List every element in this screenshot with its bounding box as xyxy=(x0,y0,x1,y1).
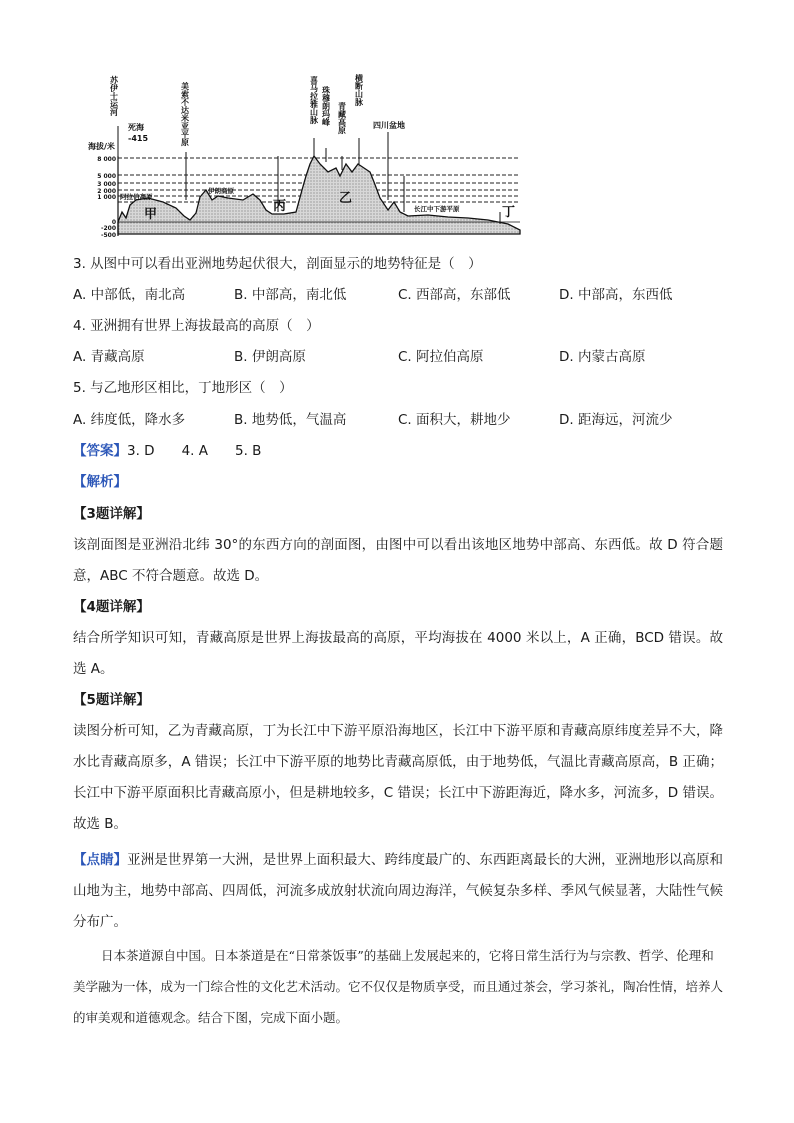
label-iranian-plateau: 伊朗高原 xyxy=(208,187,234,195)
axis-title: 海拔/米 xyxy=(88,142,115,151)
tick-label: 0 xyxy=(111,219,116,226)
answer-line xyxy=(73,441,261,461)
elevation-ticks xyxy=(97,156,116,239)
detail-5-text: 读图分析可知，乙为青藏高原，丁为长江中下游平原沿海地区，长江中下游平原和青藏高原纬度差异不大，降水比青藏高原多，A 错误；长江中下游平原的地势比青藏高原低，由于地势低，气温比青藏高原高，B 正确；长江中下游平原面积比青藏高原小，但是耕地较多，C 错误；长江中下游距海近，降水多，河流多，D 错误。故选 B。 xyxy=(73,723,723,832)
next-intro-paragraph xyxy=(73,940,723,1033)
q4-option-a: A. 青藏高原 xyxy=(73,349,145,365)
label-mesopotamia: 美索不达米亚平原 xyxy=(180,82,190,146)
label-dead-sea: 死海 xyxy=(128,123,144,132)
detail-5-heading: 【5题详解】 xyxy=(73,692,150,708)
question-5-stem: 5. 与乙地形区相比，丁地形区（ ） xyxy=(73,380,293,396)
feature-labels xyxy=(109,73,406,147)
q3-option-b: B. 中部高，南北低 xyxy=(234,287,347,303)
question-4-stem: 4. 亚洲拥有世界上海拔最高的高原（ ） xyxy=(73,318,320,334)
next-intro-text: 日本茶道源自中国。日本茶道是在“日常茶饭事”的基础上发展起来的，它将日常生活行为与宗教、哲学、伦理和美学融为一体，成为一门综合性的文化艺术活动。它不仅仅是物质享受，而且通过茶会，学习茶礼，陶冶性情，培养人的审美观和道德观念。结合下图，完成下面小题。 xyxy=(73,948,724,1025)
detail-4-text: 结合所学知识可知，青藏高原是世界上海拔最高的高原，平均海拔在 4000 米以上，A 正确，BCD 错误。故选 A。 xyxy=(73,630,723,677)
label-himalaya: 喜马拉雅山脉 xyxy=(309,76,319,124)
label-sichuan: 四川盆地 xyxy=(373,121,405,130)
q3-option-d: D. 中部高，东西低 xyxy=(559,287,673,303)
point-label: 【点睛】 xyxy=(73,852,128,868)
tick-label: 3 000 xyxy=(97,181,116,188)
marker-yi: 乙 xyxy=(339,191,353,206)
marker-ding: 丁 xyxy=(502,205,516,220)
tick-label: 8 000 xyxy=(97,156,116,163)
q5-option-a: A. 纬度低，降水多 xyxy=(73,412,186,428)
point-paragraph xyxy=(73,845,723,938)
label-dead-sea-depth: -415 xyxy=(128,134,149,143)
label-hengduan: 横断山脉 xyxy=(354,74,364,106)
q5-option-c: C. 面积大，耕地少 xyxy=(398,412,511,428)
answer-text: 3. D 4. A 5. B xyxy=(127,443,262,459)
q4-option-b: B. 伊朗高原 xyxy=(234,349,306,365)
marker-jia: 甲 xyxy=(144,207,158,222)
detail-3-text: 该剖面图是亚洲沿北纬 30°的东西方向的剖面图，由图中可以看出该地区地势中部高、东西低。故 D 符合题意，ABC 不符合题意。故选 D。 xyxy=(73,537,723,584)
marker-bing: 丙 xyxy=(273,199,287,214)
q3-option-a: A. 中部低，南北高 xyxy=(73,287,186,303)
terrain-profile-figure xyxy=(88,72,528,242)
tick-label: 5 000 xyxy=(97,173,116,180)
tick-label: 2 000 xyxy=(97,188,116,195)
analysis-label: 【解析】 xyxy=(73,474,127,490)
label-tibet: 青藏高原 xyxy=(337,102,347,134)
detail-3-heading: 【3题详解】 xyxy=(73,506,150,522)
label-yangtze-plain: 长江中下游平原 xyxy=(414,205,460,213)
tick-label: -500 xyxy=(100,232,116,239)
label-arabian-plateau: 阿拉伯高原 xyxy=(120,193,153,201)
answer-label: 【答案】 xyxy=(73,443,127,459)
detail-4-heading: 【4题详解】 xyxy=(73,599,150,615)
q4-option-c: C. 阿拉伯高原 xyxy=(398,349,484,365)
q5-option-b: B. 地势低，气温高 xyxy=(234,412,347,428)
q5-option-d: D. 距海远，河流少 xyxy=(559,412,673,428)
label-suez: 苏伊士运河 xyxy=(109,76,119,116)
point-text: 亚洲是世界第一大洲，是世界上面积最大、跨纬度最广的、东西距离最长的大洲，亚洲地形以高原和山地为主，地势中部高、四周低，河流多成放射状流向周边海洋，气候复杂多样、季风气候显著，大陆性气候分布广。 xyxy=(73,852,724,930)
label-everest: 珠穆朗玛峰 xyxy=(321,86,331,126)
question-3-stem: 3. 从图中可以看出亚洲地势起伏很大，剖面显示的地势特征是（ ） xyxy=(73,256,482,272)
q4-option-d: D. 内蒙古高原 xyxy=(559,349,646,365)
tick-label: -200 xyxy=(100,225,116,232)
tick-label: 1 000 xyxy=(97,194,116,201)
q3-option-c: C. 西部高，东部低 xyxy=(398,287,511,303)
